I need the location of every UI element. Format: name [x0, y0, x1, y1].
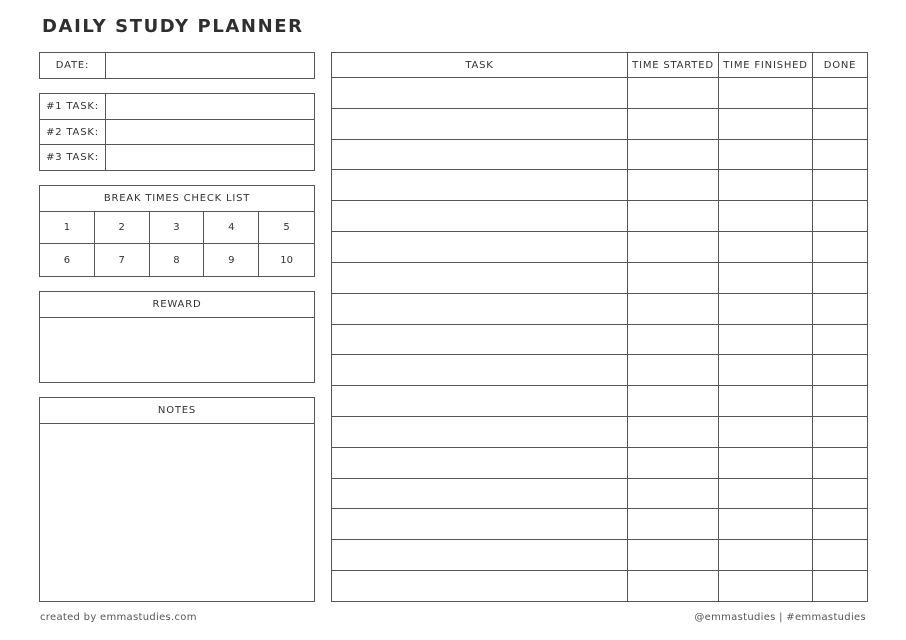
notes-field[interactable]: [40, 424, 314, 601]
time-started-cell[interactable]: [628, 201, 719, 232]
task-cell[interactable]: [332, 139, 628, 170]
time-finished-cell[interactable]: [719, 571, 813, 602]
reward-title: REWARD: [152, 299, 202, 310]
priority-task-field[interactable]: [106, 145, 314, 170]
done-cell[interactable]: [813, 108, 868, 139]
priority-task-label: #1 TASK:: [46, 100, 99, 112]
priority-task-field[interactable]: [106, 120, 314, 145]
time-started-cell[interactable]: [628, 232, 719, 263]
time-finished-cell[interactable]: [719, 386, 813, 417]
task-cell[interactable]: [332, 170, 628, 201]
task-table-row: [332, 232, 868, 263]
footer-social: @emmastudies | #emmastudies: [694, 612, 866, 623]
time-finished-cell[interactable]: [719, 509, 813, 540]
task-cell[interactable]: [332, 262, 628, 293]
done-cell[interactable]: [813, 509, 868, 540]
task-cell[interactable]: [332, 571, 628, 602]
priority-task-label: #3 TASK:: [46, 152, 99, 164]
time-started-cell[interactable]: [628, 262, 719, 293]
task-table-row: [332, 416, 868, 447]
done-cell[interactable]: [813, 447, 868, 478]
task-cell[interactable]: [332, 201, 628, 232]
time-finished-cell[interactable]: [719, 540, 813, 571]
time-started-cell[interactable]: [628, 447, 719, 478]
time-started-cell[interactable]: [628, 324, 719, 355]
task-table-row: [332, 108, 868, 139]
break-check-cell[interactable]: 5: [259, 212, 314, 244]
done-cell[interactable]: [813, 416, 868, 447]
time-started-cell[interactable]: [628, 293, 719, 324]
page-title: DAILY STUDY PLANNER: [42, 16, 304, 37]
notes-title: NOTES: [157, 405, 197, 416]
task-table-row: [332, 571, 868, 602]
time-started-cell[interactable]: [628, 416, 719, 447]
done-cell[interactable]: [813, 78, 868, 109]
time-started-cell[interactable]: [628, 571, 719, 602]
time-finished-cell[interactable]: [719, 416, 813, 447]
date-label: DATE:: [55, 60, 90, 71]
time-finished-column-header: TIME FINISHED: [719, 53, 813, 78]
task-table-row: [332, 540, 868, 571]
priority-task-field[interactable]: [106, 94, 314, 119]
task-cell[interactable]: [332, 108, 628, 139]
date-box: [39, 52, 315, 79]
time-started-cell[interactable]: [628, 355, 719, 386]
time-finished-cell[interactable]: [719, 201, 813, 232]
time-finished-cell[interactable]: [719, 170, 813, 201]
done-cell[interactable]: [813, 262, 868, 293]
done-cell[interactable]: [813, 355, 868, 386]
break-check-cell[interactable]: 7: [95, 244, 150, 276]
done-cell[interactable]: [813, 201, 868, 232]
break-check-cell[interactable]: 4: [204, 212, 259, 244]
done-cell[interactable]: [813, 170, 868, 201]
task-cell[interactable]: [332, 293, 628, 324]
break-times-title: BREAK TIMES CHECK LIST: [103, 193, 251, 204]
task-table-header-row: [332, 53, 868, 78]
time-finished-cell[interactable]: [719, 139, 813, 170]
priority-tasks-box: [39, 93, 315, 171]
time-finished-cell[interactable]: [719, 232, 813, 263]
time-started-cell[interactable]: [628, 540, 719, 571]
priority-task-label: #2 TASK:: [46, 126, 99, 138]
task-cell[interactable]: [332, 78, 628, 109]
time-finished-cell[interactable]: [719, 324, 813, 355]
time-finished-cell[interactable]: [719, 108, 813, 139]
task-column-header: TASK: [332, 53, 628, 78]
done-cell[interactable]: [813, 139, 868, 170]
time-started-cell[interactable]: [628, 78, 719, 109]
time-started-cell[interactable]: [628, 139, 719, 170]
done-cell[interactable]: [813, 293, 868, 324]
done-column-header: DONE: [813, 53, 868, 78]
task-cell[interactable]: [332, 509, 628, 540]
task-cell[interactable]: [332, 355, 628, 386]
priority-task-row: [40, 145, 314, 170]
break-check-cell[interactable]: 9: [204, 244, 259, 276]
break-times-grid: [40, 212, 314, 276]
task-table-row: [332, 447, 868, 478]
time-finished-cell[interactable]: [719, 262, 813, 293]
break-times-header: [40, 186, 314, 212]
task-table-row: [332, 262, 868, 293]
task-table: [331, 52, 868, 602]
task-table-row: [332, 293, 868, 324]
break-check-cell[interactable]: 3: [150, 212, 205, 244]
time-started-cell[interactable]: [628, 170, 719, 201]
time-started-cell[interactable]: [628, 386, 719, 417]
task-table-row: [332, 170, 868, 201]
break-check-cell[interactable]: 8: [150, 244, 205, 276]
time-finished-cell[interactable]: [719, 447, 813, 478]
priority-task-label-cell: [40, 120, 106, 145]
task-table-row: [332, 386, 868, 417]
break-times-box: [39, 185, 315, 277]
reward-box: [39, 291, 315, 383]
date-field[interactable]: [106, 53, 314, 78]
task-table-row: [332, 139, 868, 170]
time-started-cell[interactable]: [628, 478, 719, 509]
task-table-row: [332, 478, 868, 509]
notes-box: [39, 397, 315, 602]
done-cell[interactable]: [813, 571, 868, 602]
task-cell[interactable]: [332, 447, 628, 478]
priority-task-row: [40, 94, 314, 120]
notes-header: [40, 398, 314, 424]
done-cell[interactable]: [813, 324, 868, 355]
time-finished-cell[interactable]: [719, 293, 813, 324]
time-started-cell[interactable]: [628, 108, 719, 139]
time-started-cell[interactable]: [628, 509, 719, 540]
break-check-cell[interactable]: 1: [40, 212, 95, 244]
task-table-row: [332, 78, 868, 109]
task-cell[interactable]: [332, 386, 628, 417]
task-table-row: [332, 355, 868, 386]
reward-field[interactable]: [40, 318, 314, 382]
done-cell[interactable]: [813, 478, 868, 509]
done-cell[interactable]: [813, 540, 868, 571]
break-check-cell[interactable]: 6: [40, 244, 95, 276]
task-cell[interactable]: [332, 540, 628, 571]
task-cell[interactable]: [332, 232, 628, 263]
task-table-row: [332, 324, 868, 355]
priority-task-label-cell: [40, 94, 106, 119]
task-cell[interactable]: [332, 324, 628, 355]
done-cell[interactable]: [813, 232, 868, 263]
time-finished-cell[interactable]: [719, 78, 813, 109]
task-cell[interactable]: [332, 416, 628, 447]
done-cell[interactable]: [813, 386, 868, 417]
footer-credit: created by emmastudies.com: [40, 612, 197, 623]
task-cell[interactable]: [332, 478, 628, 509]
task-table-row: [332, 201, 868, 232]
time-started-column-header: TIME STARTED: [628, 53, 719, 78]
time-finished-cell[interactable]: [719, 478, 813, 509]
break-check-cell[interactable]: 2: [95, 212, 150, 244]
time-finished-cell[interactable]: [719, 355, 813, 386]
priority-task-row: [40, 120, 314, 146]
break-check-cell[interactable]: 10: [280, 254, 293, 266]
date-label-cell: [40, 53, 106, 78]
reward-header: [40, 292, 314, 318]
priority-task-label-cell: [40, 145, 106, 170]
task-table-row: [332, 509, 868, 540]
